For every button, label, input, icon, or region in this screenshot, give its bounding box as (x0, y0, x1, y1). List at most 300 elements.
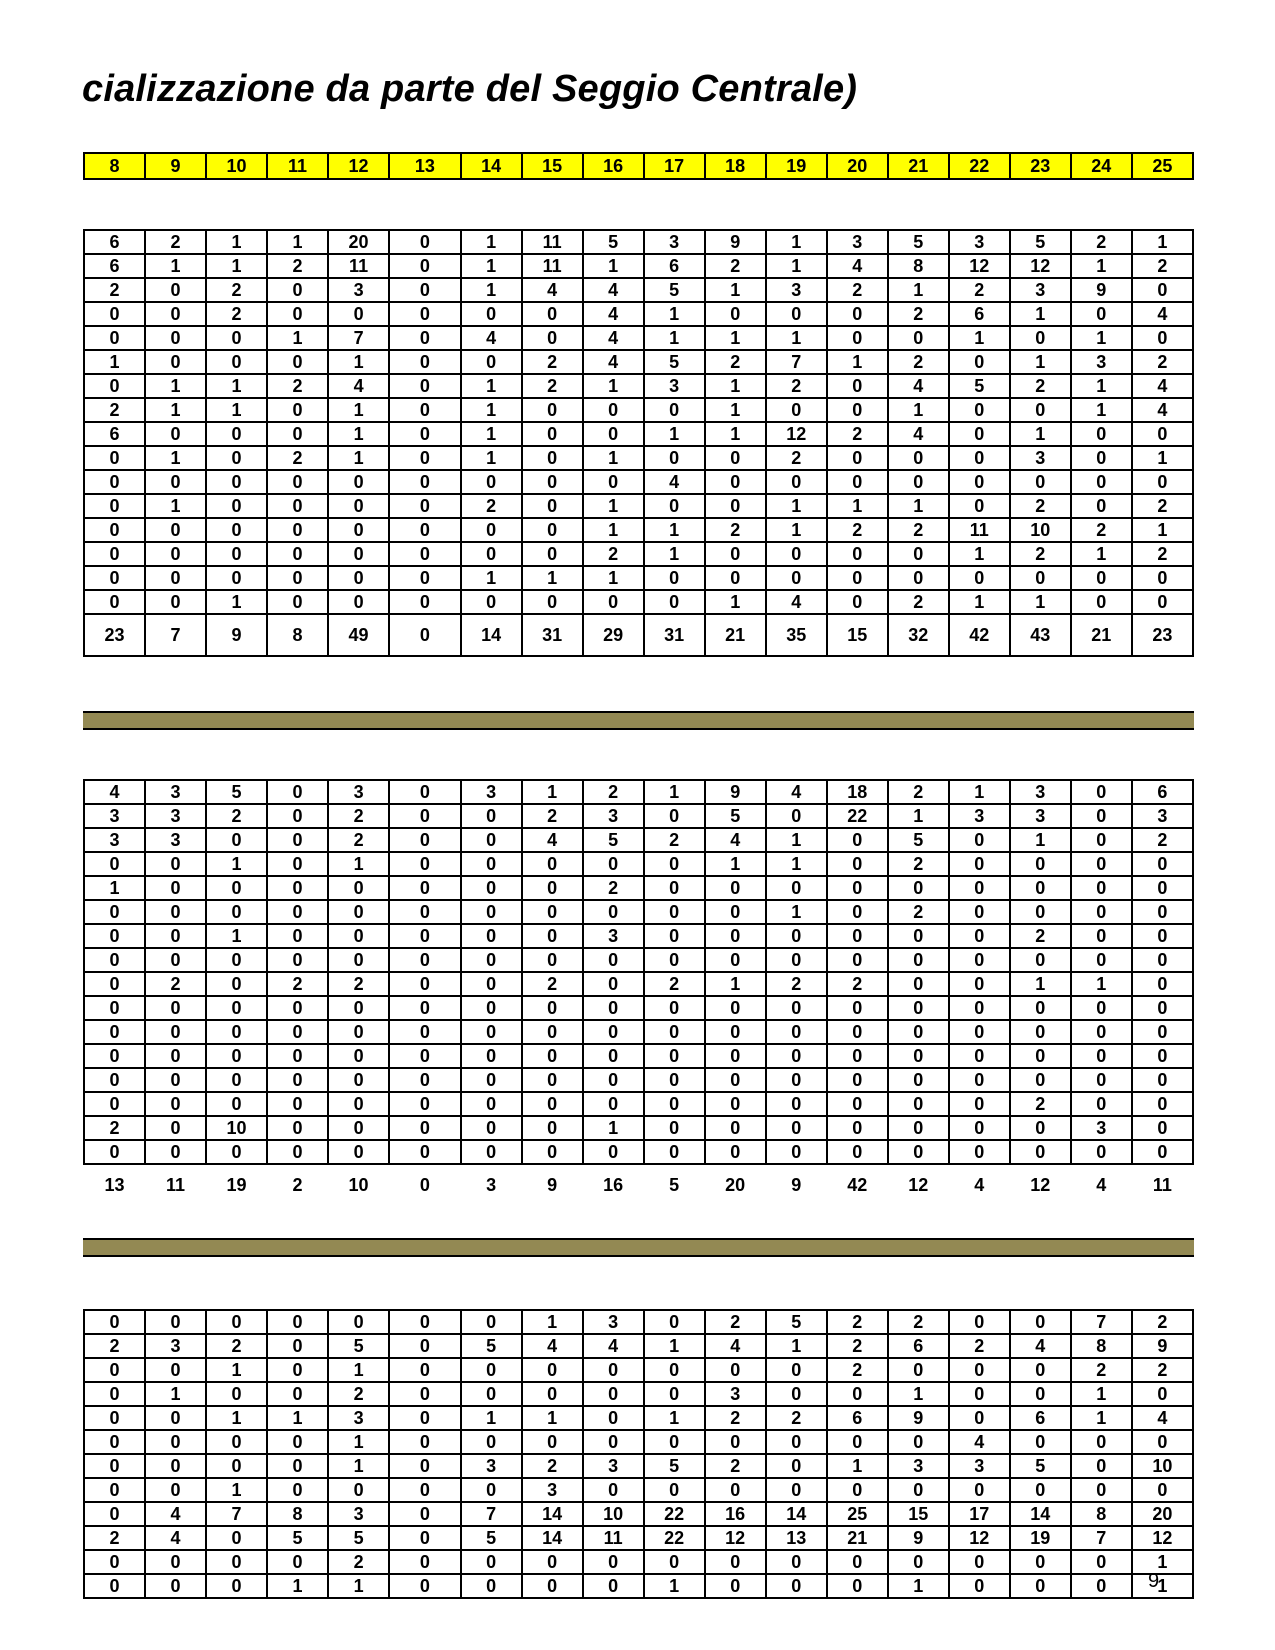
table-cell: 0 (328, 494, 389, 518)
table-cell: 22 (644, 1502, 705, 1526)
table-cell: 0 (1071, 1550, 1132, 1574)
table-cell: 0 (1071, 876, 1132, 900)
table-cell: 7 (766, 350, 827, 374)
table-cell: 0 (389, 1430, 461, 1454)
table-cell: 0 (206, 518, 267, 542)
table-cell: 0 (1010, 900, 1071, 924)
table-cell: 0 (522, 1382, 583, 1406)
column-header: 20 (827, 153, 888, 179)
table-cell: 0 (267, 1430, 328, 1454)
table-cell: 0 (888, 924, 949, 948)
table-row (84, 374, 1193, 398)
table-cell: 1 (949, 326, 1010, 350)
table-cell: 2 (522, 804, 583, 828)
table-cell: 0 (84, 1574, 145, 1598)
table-cell: 0 (827, 900, 888, 924)
table-cell: 0 (1071, 1044, 1132, 1068)
table-cell: 0 (766, 1382, 827, 1406)
table-cell: 3 (644, 374, 705, 398)
table-cell: 0 (888, 542, 949, 566)
table-cell: 1 (705, 422, 766, 446)
table-cell: 0 (389, 1454, 461, 1478)
table-cell: 9 (1071, 278, 1132, 302)
table-row (84, 900, 1193, 924)
table-cell: 1 (766, 828, 827, 852)
table-cell: 0 (267, 804, 328, 828)
table-cell: 1 (206, 230, 267, 254)
table-cell: 1 (766, 900, 827, 924)
table-cell: 0 (766, 1574, 827, 1598)
table-cell: 0 (766, 996, 827, 1020)
table-cell: 0 (1010, 566, 1071, 590)
table-cell: 1 (583, 254, 644, 278)
table-cell: 0 (1010, 1140, 1071, 1164)
table-cell: 0 (267, 398, 328, 422)
table-cell: 1 (705, 398, 766, 422)
table-cell: 0 (1132, 924, 1193, 948)
table-cell: 0 (827, 1430, 888, 1454)
table-cell: 0 (389, 446, 461, 470)
table-cell: 0 (949, 1068, 1010, 1092)
table-cell: 0 (84, 542, 145, 566)
table-row (84, 398, 1193, 422)
table-cell: 4 (145, 1526, 206, 1550)
table-cell: 0 (461, 1044, 522, 1068)
table-cell: 4 (84, 780, 145, 804)
table-cell: 0 (644, 1358, 705, 1382)
table-cell: 0 (705, 470, 766, 494)
table-cell: 0 (705, 1140, 766, 1164)
table-cell: 0 (827, 948, 888, 972)
total-cell: 43 (1010, 614, 1071, 656)
table-cell: 0 (461, 470, 522, 494)
table-cell: 1 (145, 446, 206, 470)
table-cell: 1 (328, 852, 389, 876)
table-cell: 1 (522, 1406, 583, 1430)
total-cell: 0 (389, 614, 461, 656)
table-cell: 2 (1132, 828, 1193, 852)
table-row (84, 278, 1193, 302)
table-cell: 0 (583, 1092, 644, 1116)
table-cell: 0 (949, 1406, 1010, 1430)
table-cell: 2 (1010, 494, 1071, 518)
table-cell: 0 (206, 996, 267, 1020)
table-cell: 5 (705, 804, 766, 828)
table-cell: 0 (1010, 1020, 1071, 1044)
total-cell: 14 (461, 614, 522, 656)
table-cell: 2 (206, 302, 267, 326)
column-header: 22 (949, 153, 1010, 179)
table-cell: 0 (461, 924, 522, 948)
column-header: 8 (84, 153, 145, 179)
table-cell: 0 (206, 494, 267, 518)
table-cell: 0 (827, 1550, 888, 1574)
table-cell: 1 (145, 374, 206, 398)
table-cell: 0 (1132, 1068, 1193, 1092)
table-cell: 0 (644, 1116, 705, 1140)
table-cell: 1 (888, 398, 949, 422)
table-cell: 0 (644, 590, 705, 614)
table-cell: 1 (1071, 398, 1132, 422)
table-cell: 1 (84, 350, 145, 374)
table-cell: 3 (145, 1334, 206, 1358)
table-cell: 1 (766, 326, 827, 350)
column-header: 15 (522, 153, 583, 179)
table-cell: 6 (827, 1406, 888, 1430)
table-cell: 0 (888, 1116, 949, 1140)
table-cell: 0 (888, 566, 949, 590)
table-cell: 1 (644, 1334, 705, 1358)
table-cell: 1 (949, 590, 1010, 614)
table-cell: 14 (522, 1526, 583, 1550)
table-cell: 8 (1071, 1502, 1132, 1526)
table-cell: 0 (461, 876, 522, 900)
table-cell: 8 (1071, 1334, 1132, 1358)
table-cell: 0 (522, 494, 583, 518)
column-header: 18 (705, 153, 766, 179)
table-cell: 11 (949, 518, 1010, 542)
table-cell: 0 (522, 900, 583, 924)
table-cell: 0 (145, 518, 206, 542)
table-cell: 2 (1132, 1310, 1193, 1334)
table-cell: 2 (84, 1526, 145, 1550)
table-row (84, 1310, 1193, 1334)
total-cell: 23 (84, 614, 145, 656)
table-cell: 0 (522, 852, 583, 876)
table-cell: 12 (766, 422, 827, 446)
table-cell: 0 (267, 780, 328, 804)
table-cell: 0 (888, 876, 949, 900)
table-row (84, 1140, 1193, 1164)
table-cell: 0 (1071, 590, 1132, 614)
table-cell: 0 (827, 1478, 888, 1502)
table-cell: 1 (1010, 590, 1071, 614)
table-cell: 0 (461, 972, 522, 996)
table-cell: 0 (705, 876, 766, 900)
column-header: 11 (267, 153, 328, 179)
table-cell: 0 (1071, 996, 1132, 1020)
table-cell: 0 (267, 278, 328, 302)
table-cell: 0 (949, 828, 1010, 852)
table-cell: 4 (705, 1334, 766, 1358)
table-row (84, 876, 1193, 900)
table-cell: 3 (328, 278, 389, 302)
table-cell: 3 (1071, 1116, 1132, 1140)
table-cell: 0 (1071, 446, 1132, 470)
table-cell: 0 (389, 1140, 461, 1164)
total-cell: 10 (328, 1164, 389, 1205)
table-cell: 3 (1010, 780, 1071, 804)
table-cell: 3 (766, 278, 827, 302)
table-cell: 0 (766, 948, 827, 972)
table-cell: 0 (145, 1068, 206, 1092)
table-cell: 0 (583, 1044, 644, 1068)
table-cell: 0 (389, 1502, 461, 1526)
table-cell: 0 (644, 1382, 705, 1406)
table-row (84, 1502, 1193, 1526)
table-cell: 0 (1071, 1092, 1132, 1116)
table-cell: 1 (1132, 518, 1193, 542)
separator-bar (83, 1238, 1194, 1257)
table-cell: 2 (1132, 254, 1193, 278)
table-cell: 7 (206, 1502, 267, 1526)
table-cell: 0 (522, 996, 583, 1020)
table-cell: 1 (267, 1406, 328, 1430)
table-cell: 3 (328, 780, 389, 804)
table-cell: 2 (705, 1406, 766, 1430)
table-cell: 0 (461, 828, 522, 852)
table-cell: 0 (766, 1550, 827, 1574)
page-title: cializzazione da parte del Seggio Centrale) (82, 68, 858, 110)
table-cell: 3 (949, 804, 1010, 828)
table-cell: 0 (206, 542, 267, 566)
table-cell: 2 (1010, 924, 1071, 948)
table-cell: 3 (583, 1454, 644, 1478)
table-cell: 3 (84, 804, 145, 828)
table-cell: 0 (84, 972, 145, 996)
table-cell: 1 (644, 542, 705, 566)
table-row (84, 350, 1193, 374)
table-cell: 1 (644, 780, 705, 804)
data-table-3 (83, 1309, 1194, 1599)
column-header: 19 (766, 153, 827, 179)
table-cell: 1 (328, 398, 389, 422)
table-cell: 0 (461, 1382, 522, 1406)
table-cell: 0 (1132, 1116, 1193, 1140)
table-cell: 4 (583, 302, 644, 326)
table-cell: 0 (206, 1382, 267, 1406)
table-cell: 3 (1010, 804, 1071, 828)
table-cell: 0 (145, 590, 206, 614)
table-cell: 2 (583, 780, 644, 804)
table-cell: 0 (267, 1068, 328, 1092)
table-cell: 0 (1132, 278, 1193, 302)
table-row (84, 470, 1193, 494)
table-row (84, 852, 1193, 876)
table-cell: 4 (461, 326, 522, 350)
table-cell: 0 (888, 948, 949, 972)
table-cell: 0 (522, 422, 583, 446)
table-cell: 0 (888, 1430, 949, 1454)
table-cell: 3 (461, 780, 522, 804)
table-cell: 0 (267, 566, 328, 590)
table-cell: 0 (1071, 804, 1132, 828)
table-cell: 0 (84, 1068, 145, 1092)
table-cell: 1 (644, 422, 705, 446)
table-cell: 5 (206, 780, 267, 804)
table-cell: 1 (705, 374, 766, 398)
table-cell: 0 (84, 518, 145, 542)
table-cell: 0 (328, 948, 389, 972)
table-cell: 0 (705, 948, 766, 972)
table-cell: 0 (1132, 1140, 1193, 1164)
table-cell: 0 (644, 1020, 705, 1044)
table-row (84, 254, 1193, 278)
table-cell: 0 (145, 1478, 206, 1502)
table-cell: 7 (328, 326, 389, 350)
table-cell: 1 (461, 254, 522, 278)
table-cell: 0 (328, 566, 389, 590)
table-cell: 0 (84, 1430, 145, 1454)
table-cell: 1 (1010, 302, 1071, 326)
table-cell: 1 (705, 278, 766, 302)
table-cell: 1 (1071, 542, 1132, 566)
table-cell: 1 (522, 780, 583, 804)
table-row (84, 1526, 1193, 1550)
table-cell: 0 (461, 1358, 522, 1382)
table-cell: 0 (766, 398, 827, 422)
table-cell: 11 (328, 254, 389, 278)
table-cell: 0 (583, 1430, 644, 1454)
table-cell: 0 (766, 1430, 827, 1454)
table-cell: 1 (1010, 422, 1071, 446)
table-cell: 0 (1071, 1478, 1132, 1502)
table-cell: 0 (389, 1358, 461, 1382)
table-cell: 6 (1132, 780, 1193, 804)
table-cell: 0 (461, 1574, 522, 1598)
table-cell: 0 (461, 948, 522, 972)
table-cell: 11 (522, 254, 583, 278)
table-cell: 5 (583, 230, 644, 254)
table-cell: 0 (84, 374, 145, 398)
table-cell: 0 (389, 398, 461, 422)
total-cell: 29 (583, 614, 644, 656)
table-row (84, 1068, 1193, 1092)
table-cell: 0 (827, 566, 888, 590)
table-cell: 1 (1071, 326, 1132, 350)
table-cell: 14 (1010, 1502, 1071, 1526)
total-cell: 8 (267, 614, 328, 656)
table-cell: 0 (84, 1478, 145, 1502)
table-row (84, 590, 1193, 614)
table-row (84, 1092, 1193, 1116)
table-cell: 2 (328, 828, 389, 852)
table-cell: 0 (827, 302, 888, 326)
table-cell: 0 (461, 1430, 522, 1454)
table-cell: 3 (1071, 350, 1132, 374)
table-cell: 2 (1132, 494, 1193, 518)
table-cell: 0 (145, 470, 206, 494)
table-cell: 0 (1010, 1068, 1071, 1092)
table-cell: 3 (583, 1310, 644, 1334)
table-cell: 0 (583, 900, 644, 924)
table-cell: 1 (766, 494, 827, 518)
table-cell: 12 (949, 254, 1010, 278)
table-row (84, 1478, 1193, 1502)
table-cell: 0 (949, 852, 1010, 876)
table-cell: 0 (522, 1358, 583, 1382)
table-cell: 0 (1010, 996, 1071, 1020)
total-cell: 32 (888, 614, 949, 656)
table-cell: 0 (766, 1092, 827, 1116)
table-cell: 5 (644, 1454, 705, 1478)
table-cell: 0 (827, 398, 888, 422)
table-cell: 0 (84, 996, 145, 1020)
table-cell: 0 (267, 1310, 328, 1334)
total-cell: 4 (949, 1164, 1010, 1205)
table-cell: 8 (888, 254, 949, 278)
table-cell: 2 (267, 446, 328, 470)
table-cell: 2 (827, 518, 888, 542)
table-cell: 1 (328, 350, 389, 374)
table-cell: 4 (328, 374, 389, 398)
table-cell: 12 (1132, 1526, 1193, 1550)
table-cell: 0 (145, 852, 206, 876)
table-cell: 2 (1132, 542, 1193, 566)
table-cell: 2 (888, 518, 949, 542)
table-cell: 2 (522, 374, 583, 398)
table-row (84, 948, 1193, 972)
table-cell: 2 (888, 350, 949, 374)
table-cell: 6 (84, 422, 145, 446)
table-cell: 0 (827, 1020, 888, 1044)
table-cell: 0 (84, 1358, 145, 1382)
table-cell: 1 (705, 972, 766, 996)
table-cell: 0 (389, 230, 461, 254)
table-cell: 0 (644, 1044, 705, 1068)
table-cell: 0 (583, 1020, 644, 1044)
table-cell: 0 (827, 996, 888, 1020)
total-cell: 42 (827, 1164, 888, 1205)
table-cell: 0 (827, 1068, 888, 1092)
table-row (84, 230, 1193, 254)
table-cell: 0 (267, 828, 328, 852)
table-cell: 0 (705, 566, 766, 590)
table-cell: 1 (206, 398, 267, 422)
table-cell: 2 (84, 278, 145, 302)
table-cell: 0 (522, 1092, 583, 1116)
table-cell: 0 (949, 446, 1010, 470)
table-cell: 0 (145, 1406, 206, 1430)
table-cell: 0 (84, 900, 145, 924)
table-cell: 1 (1132, 230, 1193, 254)
table-cell: 2 (827, 1334, 888, 1358)
total-cell: 0 (389, 1164, 461, 1205)
table-cell: 1 (705, 852, 766, 876)
table-row (84, 494, 1193, 518)
table-cell: 0 (389, 302, 461, 326)
table-cell: 0 (145, 1020, 206, 1044)
table-cell: 0 (644, 948, 705, 972)
table-cell: 0 (389, 1116, 461, 1140)
table-cell: 2 (1071, 518, 1132, 542)
table-cell: 25 (827, 1502, 888, 1526)
column-header: 9 (145, 153, 206, 179)
table-cell: 0 (766, 1020, 827, 1044)
table-cell: 0 (644, 876, 705, 900)
total-cell: 4 (1071, 1164, 1132, 1205)
table-cell: 0 (949, 566, 1010, 590)
table-cell: 5 (766, 1310, 827, 1334)
table-cell: 2 (644, 972, 705, 996)
table-cell: 0 (949, 900, 1010, 924)
table-cell: 2 (1010, 1092, 1071, 1116)
table-cell: 0 (766, 1044, 827, 1068)
table-cell: 21 (827, 1526, 888, 1550)
table-cell: 5 (328, 1334, 389, 1358)
table-cell: 1 (583, 494, 644, 518)
table-cell: 0 (949, 398, 1010, 422)
table-cell: 0 (389, 254, 461, 278)
table-cell: 0 (949, 876, 1010, 900)
table-cell: 10 (206, 1116, 267, 1140)
table-cell: 0 (888, 996, 949, 1020)
table-cell: 0 (583, 1406, 644, 1430)
column-header: 24 (1071, 153, 1132, 179)
table-cell: 0 (949, 1550, 1010, 1574)
table-cell: 5 (267, 1526, 328, 1550)
table-cell: 6 (949, 302, 1010, 326)
